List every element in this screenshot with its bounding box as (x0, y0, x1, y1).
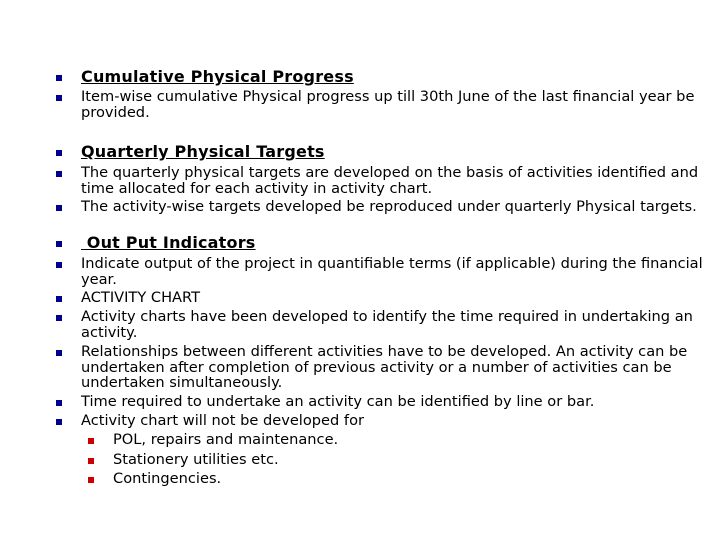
heading-quarterly-physical-targets: Quarterly Physical Targets (81, 142, 325, 161)
square-bullet-icon (56, 75, 62, 81)
square-bullet-icon (56, 296, 62, 302)
list-item-output-heading (56, 234, 706, 252)
sub-item-text: Stationery utilities etc. (113, 451, 279, 468)
heading-output-indicators: Out Put Indicators (81, 233, 256, 252)
list-item (56, 413, 706, 429)
list-item-quarterly-heading (56, 143, 706, 161)
body-text: Activity chart will not be developed for (81, 412, 365, 429)
list-item (56, 165, 706, 196)
square-bullet-icon (56, 315, 62, 321)
square-bullet-icon (56, 262, 62, 268)
square-bullet-icon (56, 350, 62, 356)
square-bullet-icon (56, 419, 62, 425)
list-item (56, 89, 706, 120)
list-item (56, 256, 706, 287)
list-item-cumulative-heading (56, 68, 706, 86)
sub-list-item (88, 432, 688, 448)
list-item (56, 309, 706, 340)
list-item (56, 199, 706, 215)
sub-item-text: POL, repairs and maintenance. (113, 431, 339, 448)
body-text: Item-wise cumulative Physical progress up till 30th June of the last financial year be provided. (81, 88, 695, 121)
sub-item-text: Contingencies. (113, 470, 222, 487)
body-text: Activity charts have been developed to identify the time required in undertaking an activity. (81, 308, 693, 341)
square-bullet-icon (56, 95, 62, 101)
square-bullet-icon (56, 400, 62, 406)
square-bullet-icon (56, 241, 62, 247)
square-bullet-icon (88, 477, 94, 483)
list-item (56, 290, 706, 306)
body-text: The activity-wise targets developed be reproduced under quarterly Physical targets. (81, 198, 697, 215)
sub-list-item (88, 471, 688, 487)
list-item (56, 344, 706, 391)
square-bullet-icon (56, 150, 62, 156)
list-item (56, 394, 706, 410)
square-bullet-icon (56, 205, 62, 211)
square-bullet-icon (88, 438, 94, 444)
sub-list-item (88, 452, 688, 468)
heading-cumulative-physical-progress: Cumulative Physical Progress (81, 67, 354, 86)
body-text: The quarterly physical targets are developed on the basis of activities identified and time allocated for each activity in activity chart. (81, 164, 699, 197)
body-text: Time required to undertake an activity can be identified by line or bar. (81, 393, 595, 410)
square-bullet-icon (56, 171, 62, 177)
square-bullet-icon (88, 458, 94, 464)
body-text: Relationships between different activities have to be developed. An activity can be undertaken after completion of previous activity or a number of activities can be undertaken simultaneously. (81, 343, 688, 391)
body-text: ACTIVITY CHART (81, 289, 201, 306)
body-text: Indicate output of the project in quantifiable terms (if applicable) during the financial year. (81, 255, 703, 288)
